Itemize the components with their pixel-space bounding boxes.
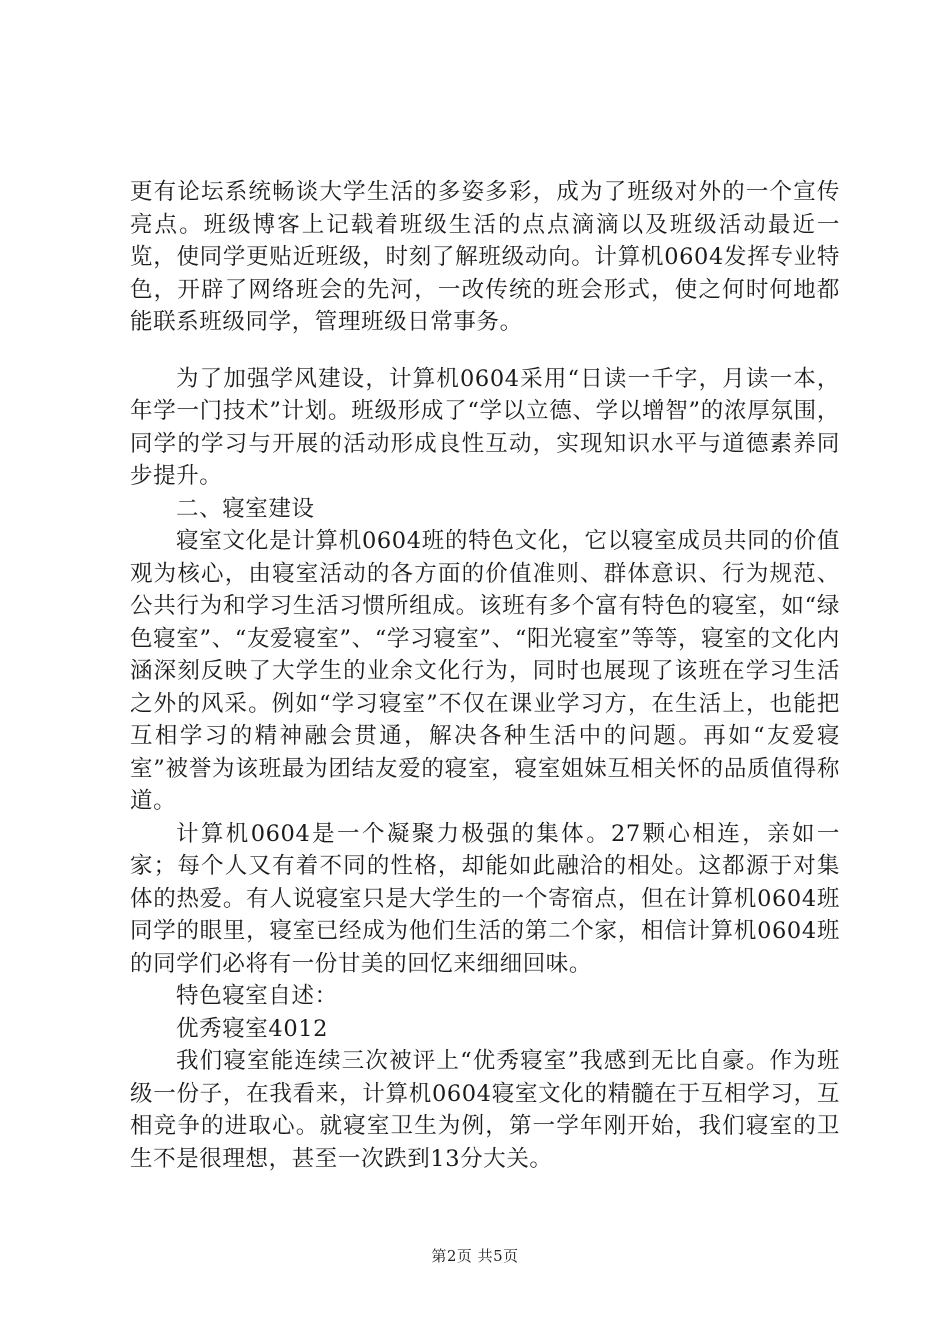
paragraph-dorm-4012: 我们寝室能连续三次被评上“优秀寝室”我感到无比自豪。作为班级一份子，在我看来，计算机0604寝室文化的精髓在于互相学习，互相竞争的进取心。就寝室卫生为例，第一学年刚开始，我们寝室的卫生不是很理想，甚至一次跌到13分大关。: [130, 1048, 840, 1172]
paragraph-continuation: 更有论坛系统畅谈大学生活的多姿多彩，成为了班级对外的一个宣传亮点。班级博客上记载着班级生活的点点滴滴以及班级活动最近一览，使同学更贴近班级，时刻了解班级动向。计算机0604发挥专业特色，开辟了网络班会的先河，一改传统的班会形式，使之何时何地都能联系班级同学，管理班级日常事务。: [130, 179, 840, 335]
document-body: [130, 176, 840, 1175]
paragraph-study-style: 为了加强学风建设，计算机0604采用“日读一千字，月读一本，年学一门技术”计划。班级形成了“学以立德、学以增智”的浓厚氛围，同学的学习与开展的活动形成良性互动，实现知识水平与道德素养同步提升。: [130, 365, 840, 489]
paragraph-gap: [130, 339, 840, 363]
section-heading-dormitory: 二、寝室建设: [176, 495, 315, 522]
subheading-excellent-dorm: 优秀寝室4012: [176, 1015, 329, 1042]
subheading-dorm-self-description: 特色寝室自述：: [176, 983, 338, 1009]
paragraph-class-cohesion: 计算机0604是一个凝聚力极强的集体。27颗心相连，亲如一家；每个人又有着不同的性格，却能如此融洽的相处。这都源于对集体的热爱。有人说寝室只是大学生的一个寄宿点，但在计算机0604班同学的眼里，寝室已经成为他们生活的第二个家，相信计算机0604班的同学们必将有一份甘美的回忆来细细回味。: [130, 820, 840, 977]
page-number-footer: 第2页 共5页: [431, 1247, 519, 1265]
paragraph-dorm-culture: 寝室文化是计算机0604班的特色文化，它以寝室成员共同的价值观为核心，由寝室活动的各方面的价值准则、群体意识、行为规范、公共行为和学习生活习惯所组成。该班有多个富有特色的寝室，如“绿色寝室”、“友爱寝室”、“学习寝室”、“阳光寝室”等等，寝室的文化内涵深刻反映了大学生的业余文化行为，同时也展现了该班在学习生活之外的风采。例如“学习寝室”不仅在课业学习方，在生活上，也能把互相学习的精神融会贯通，解决各种生活中的问题。再如“友爱寝室”被誉为该班最为团结友爱的寝室，寝室姐妹互相关怀的品质值得称道。: [130, 528, 840, 814]
